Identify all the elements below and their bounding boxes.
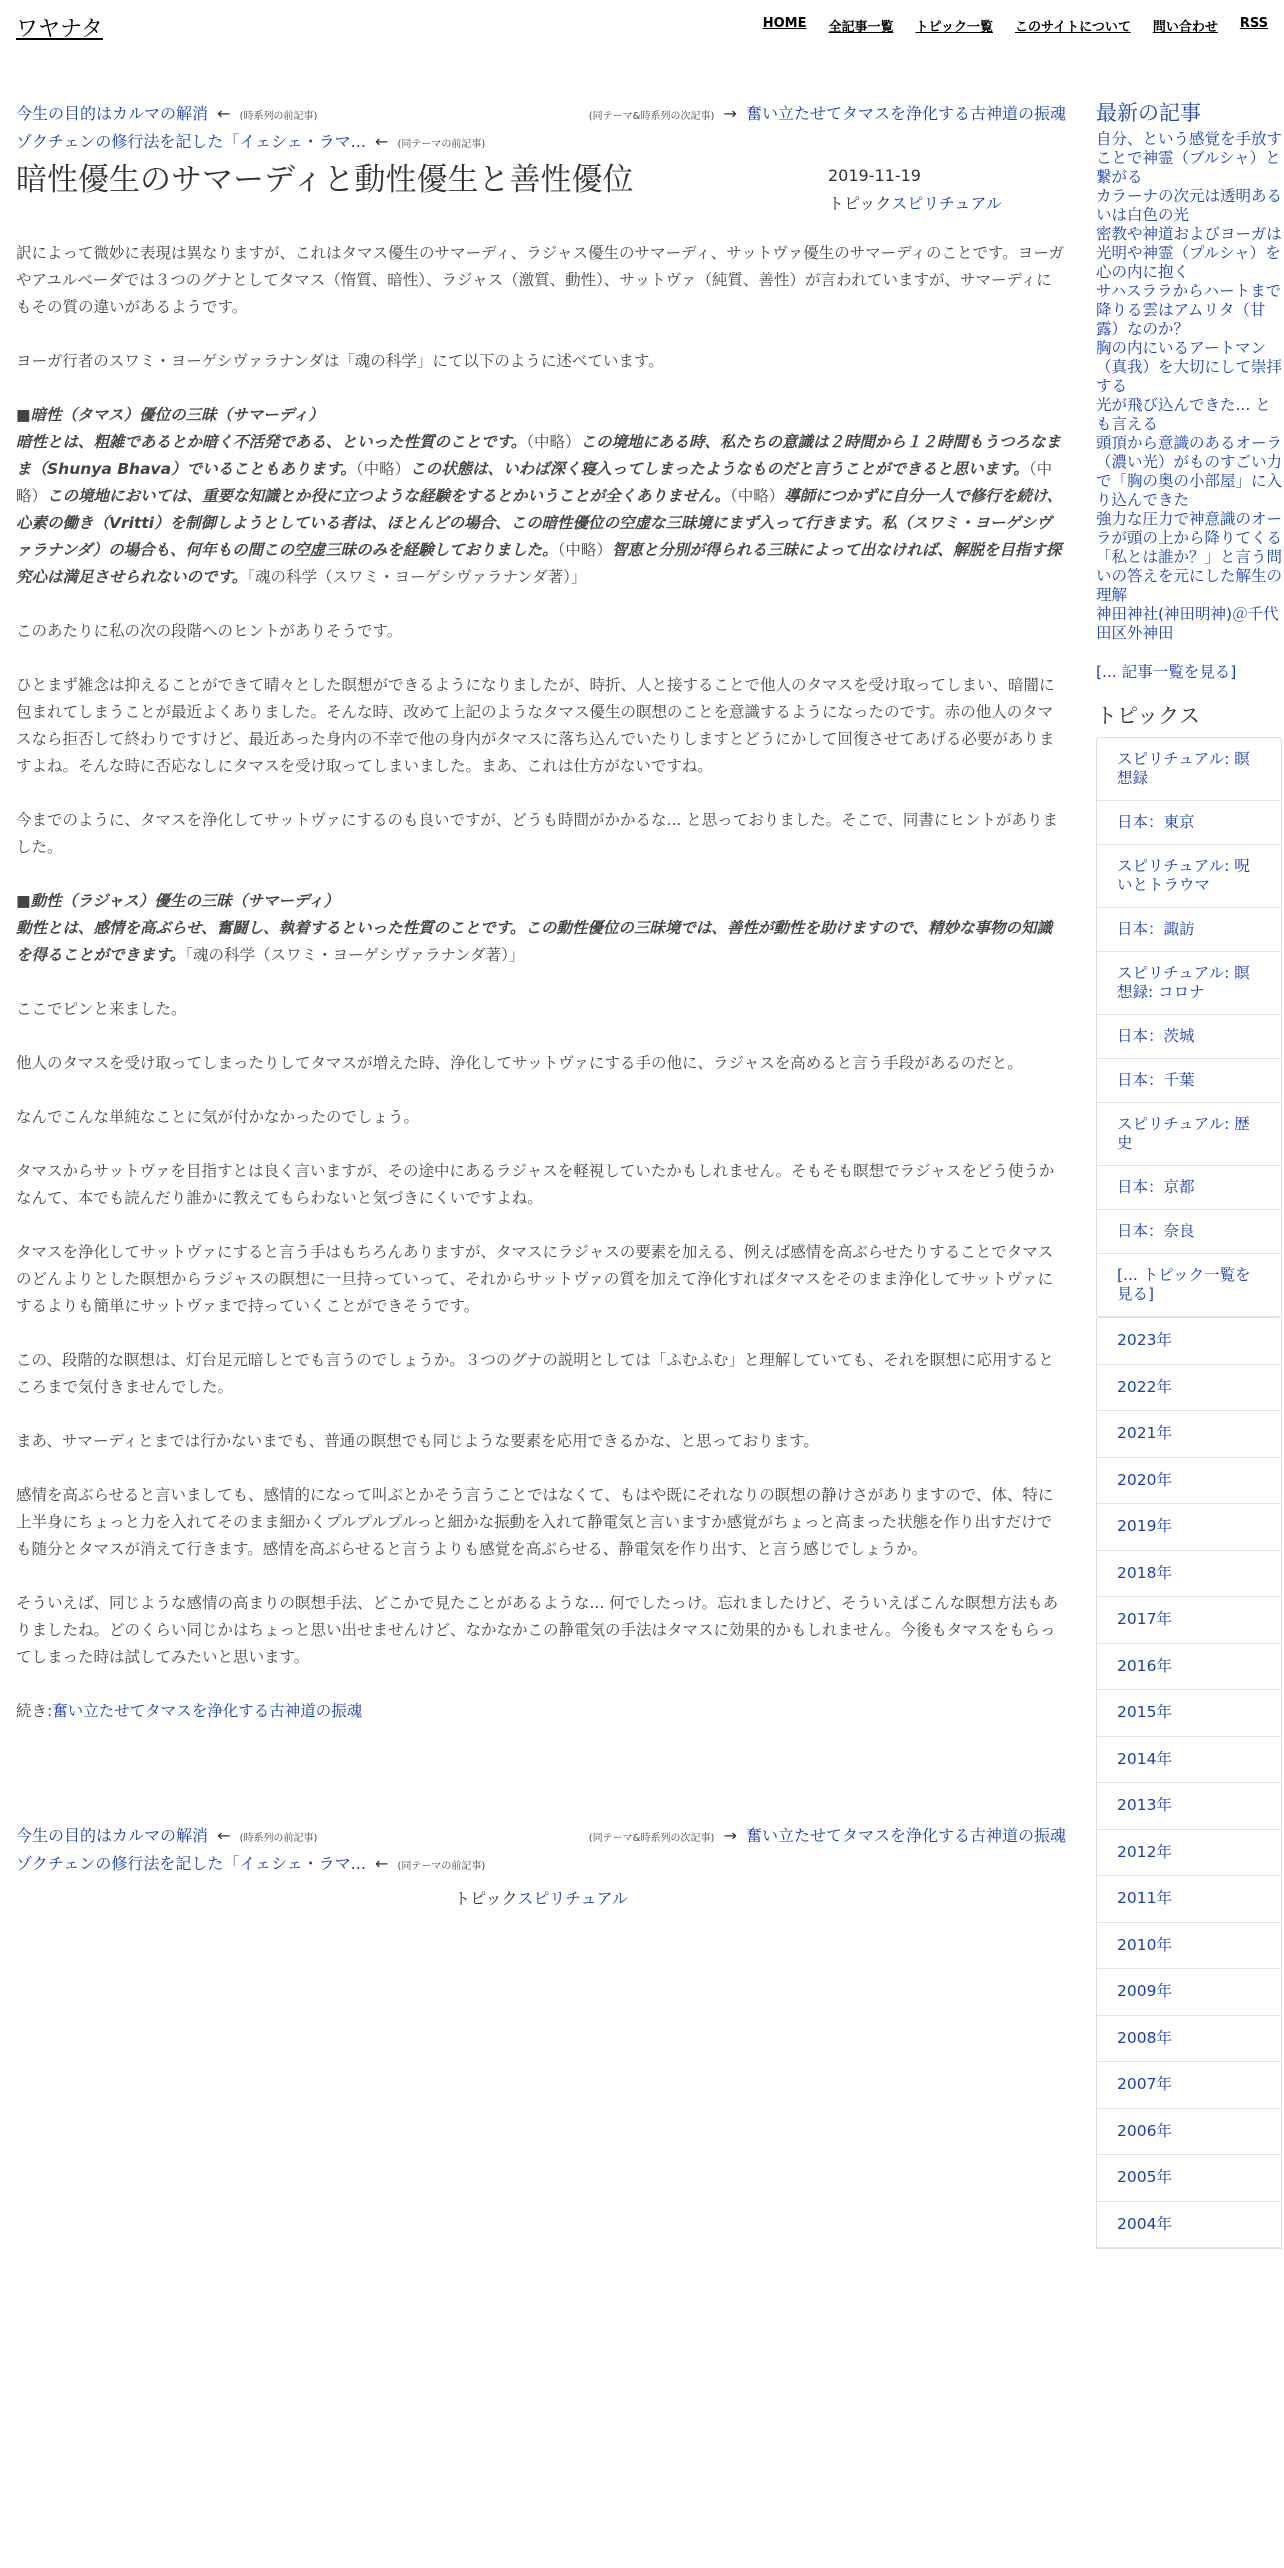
topic-item — [1097, 908, 1281, 952]
quote-omission: （中略） — [355, 460, 411, 478]
quote-text: この境地においては、重要な知識とか役に立つような経験をするとかいうことが全くありません。 — [47, 487, 730, 505]
year-item — [1097, 1923, 1281, 1970]
paragraph: 今までのように、タマスを浄化してサットヴァにするのも良いですが、どうも時間がかかるな... と思っておりました。そこで、同書にヒントがありました。 — [16, 811, 1058, 856]
list-item — [1096, 434, 1282, 510]
paragraph: 感情を高ぶらせると言いましても、感情的になって叫ぶとかそう言うことではなくて、もはや既にそれなりの瞑想の静けさがありますので、体、特に上半身にちょっと力を入れてそのまま細かくプルプルプルっと細かな振動を入れて静電気と言いますか感覚がちょっと高まった状態を作り出すだけでも随分とタマスが消えて行きます。感情を高ぶらせると言うよりも感覚を高ぶらせる、静電気を作り出す、と言う感じでしょうか。 — [16, 1486, 1054, 1558]
year-link[interactable]: 2006年 — [1117, 2121, 1172, 2140]
year-item — [1097, 2016, 1281, 2063]
year-link[interactable]: 2017年 — [1117, 1610, 1172, 1628]
quote-omission: （中略） — [729, 487, 785, 505]
year-link[interactable]: 2009年 — [1117, 1982, 1172, 2000]
paragraph: まあ、サマーディとまでは行かないまでも、普通の瞑想でも同じような要素を応用できるかな、と思っております。 — [16, 1432, 819, 1450]
paragraph: この、段階的な瞑想は、灯台足元暗しとでも言うのでしょうか。３つのグナの説明としては「ふむふむ」と理解していても、それを瞑想に応用するところまで気付きませんでした。 — [16, 1351, 1054, 1396]
quote-block-tamas — [16, 402, 1066, 591]
year-link[interactable]: 2012年 — [1117, 1842, 1172, 1861]
topic-item — [1097, 738, 1281, 801]
recent-list — [1096, 130, 1282, 643]
quote-text: 暗性とは、粗雑であるとか暗く不活発である、といった性質のことです。 — [16, 433, 527, 451]
recent-article-link[interactable]: 神田神社(神田明神)＠千代田区外神田 — [1096, 605, 1279, 642]
recent-article-link[interactable]: 「私とは誰か？」と言う問いの答えを元にした解生の理解 — [1096, 548, 1283, 604]
topic-link-bottom[interactable]: スピリチュアル — [517, 1889, 628, 1908]
topic-item-link[interactable]: スピリチュアル: 瞑想録 — [1117, 750, 1250, 787]
year-link[interactable]: 2005年 — [1117, 2168, 1172, 2186]
paragraph: ひとまず雑念は抑えることができて晴々とした瞑想ができるようになりましたが、時折、人と接することで他人のタマスを受け取ってしまい、暗闇に包まれてしまうことが最近よくありました。そんな時、改めて上記のようなタマス優生の瞑想のことを意識するようになったのです。赤の他人のタマスなら拒否して終わりですけど、最近あった身内の不幸で他の身内がタマスに落ち込んでいたりしますとどうにかして回復させてあげる必要がありますよね。そんな時に否応なしにタマスを受け取ってしまいました。まあ、これは仕方がないですね。 — [16, 676, 1055, 775]
quote-block-rajas — [16, 888, 1066, 969]
year-item — [1097, 1504, 1281, 1551]
paragraph: そういえば、同じような感情の高まりの瞑想手法、どこかで見たことがあるような... 何でしたっけ。忘れましたけど、そういえばこんな瞑想方法もありましたね。どのくらい同じかはちょっと思い出せませんけど、なかなかこの静電気の手法はタマスに効果的かもしれません。今後もタマスをもらってしまった時は試してみたいと思います。 — [16, 1594, 1059, 1666]
next-theme-note: (同テーマ&時系列の次記事) — [588, 111, 715, 122]
list-item — [1096, 396, 1282, 434]
recent-heading-link[interactable]: 最新の記事 — [1096, 101, 1201, 125]
topic-item — [1097, 1210, 1281, 1254]
right-arrow: → — [723, 1826, 737, 1845]
list-item — [1096, 548, 1282, 605]
next-theme-link-bottom[interactable]: 奮い立たせてタマスを浄化する古神道の振魂 — [745, 1826, 1066, 1845]
prev-series-note: (時系列の前記事) — [239, 1833, 318, 1844]
article-date: 2019-11-19 — [828, 166, 921, 185]
recent-article-link[interactable]: 胸の内にいるアートマン（真我）を大切にして崇拝する — [1096, 339, 1283, 395]
left-arrow: ← — [217, 1826, 231, 1845]
paragraph: ヨーガ行者のスワミ・ヨーゲシヴァラナンダは「魂の科学」にて以下のように述べています。 — [16, 352, 664, 370]
year-link[interactable]: 2019年 — [1117, 1517, 1172, 1535]
topics-heading: トピックス — [1096, 704, 1200, 728]
article-nav-row-2-bottom — [16, 1850, 1066, 1878]
topic-item-link[interactable]: 日本：茨城 — [1117, 1027, 1195, 1045]
year-link[interactable]: 2022年 — [1117, 1377, 1172, 1396]
year-item — [1097, 1737, 1281, 1784]
year-item — [1097, 1783, 1281, 1830]
site-title[interactable]: ワヤナタ — [16, 17, 103, 42]
year-link[interactable]: 2004年 — [1117, 2214, 1172, 2233]
bottom-topic — [16, 1886, 1066, 1912]
topics-list — [1096, 737, 1282, 1318]
article-body — [16, 240, 1066, 1725]
nav-home[interactable]: HOME — [762, 16, 807, 31]
list-item — [1096, 510, 1282, 548]
article-nav-row-1-bottom — [16, 1822, 1066, 1850]
nav-contact[interactable]: 問い合わせ — [1152, 20, 1218, 35]
year-item — [1097, 1969, 1281, 2016]
year-list — [1096, 1318, 1282, 2249]
left-arrow: ← — [375, 132, 389, 151]
topic-item-link[interactable]: 日本：千葉 — [1117, 1071, 1195, 1089]
top-navigation — [763, 16, 1268, 35]
nav-topics[interactable]: トピック一覧 — [915, 20, 993, 35]
prev-theme-link[interactable]: ゾクチェンの修行法を記した「イェシェ・ラマ... — [16, 132, 366, 151]
topic-item-link[interactable]: スピリチュアル: 歴史 — [1117, 1115, 1250, 1152]
recent-article-link[interactable]: 頭頂から意識のあるオーラ（濃い光）がものすごい力で「胸の奥の小部屋」に入り込んできた — [1096, 434, 1283, 509]
paragraph: 他人のタマスを受け取ってしまったりしてタマスが増えた時、浄化してサットヴァにする手の他に、ラジャスを高めると言う手段があるのだと。 — [16, 1054, 1023, 1072]
prev-series-link-bottom[interactable]: 今生の目的はカルマの解消 — [16, 1826, 209, 1845]
list-item — [1096, 282, 1282, 339]
list-item — [1096, 187, 1282, 225]
topic-item-link[interactable]: 日本：奈良 — [1117, 1222, 1195, 1240]
year-item — [1097, 1318, 1281, 1365]
continuation-prefix: 続き: — [16, 1702, 53, 1720]
quote-source: 「魂の科学（スワミ・ヨーゲシヴァラナンダ著）」 — [247, 568, 587, 586]
sidebar — [1096, 100, 1282, 2249]
recent-article-link[interactable]: 光が飛び込んできた... とも言える — [1096, 396, 1271, 433]
quote-text: 動性とは、感情を高ぶらせ、奮闘し、執着するといった性質のことです。この動性優位の三昧境では、善性が動性を助けますので、精妙な事物の知識を得ることができます。 — [16, 919, 1053, 964]
year-link[interactable]: 2018年 — [1117, 1563, 1172, 1582]
year-link[interactable]: 2010年 — [1117, 1935, 1172, 1954]
recent-article-link[interactable]: 自分、という感覚を手放すことで神霊（ブルシャ）と繋がる — [1096, 130, 1283, 186]
topic-item-link[interactable]: 日本：諏訪 — [1117, 920, 1195, 938]
article-meta — [828, 162, 1002, 218]
topic-item — [1097, 1254, 1281, 1317]
quote-text: 智恵と分別が得られる三昧によって出なければ、解脱を目指す探究心は満足させられないのです。 — [16, 541, 1062, 586]
topic-item — [1097, 1015, 1281, 1059]
topic-item-link[interactable]: スピリチュアル: 瞑想録: コロナ — [1117, 964, 1250, 1001]
year-link[interactable]: 2015年 — [1117, 1703, 1172, 1721]
section-heading: ■動性（ラジャス）優生の三昧（サマーディ） — [16, 892, 340, 910]
quote-omission: （中略） — [526, 433, 581, 451]
topic-item — [1097, 801, 1281, 845]
nav-all-articles[interactable]: 全記事一覧 — [828, 20, 894, 35]
year-item — [1097, 1876, 1281, 1923]
quote-text: この状態は、いわば深く寝入ってしまったようなものだと言うことができると思います。 — [410, 460, 1029, 478]
paragraph: なんでこんな単純なことに気が付かなかったのでしょう。 — [16, 1108, 420, 1126]
article-nav-row-2 — [16, 128, 1066, 156]
year-item — [1097, 2109, 1281, 2156]
year-link[interactable]: 2023年 — [1117, 1331, 1172, 1349]
topic-item-link[interactable]: 日本：東京 — [1117, 813, 1195, 831]
year-item — [1097, 1458, 1281, 1505]
year-item — [1097, 1690, 1281, 1737]
year-link[interactable]: 2013年 — [1117, 1796, 1172, 1814]
topic-item — [1097, 952, 1281, 1015]
year-link[interactable]: 2020年 — [1117, 1470, 1172, 1489]
quote-text: この境地にある時、私たちの意識は２時間から１２時間もうつろなまま（Shunya Bhava）でいることもあります。 — [16, 433, 1062, 478]
year-link[interactable]: 2016年 — [1117, 1656, 1172, 1675]
topic-prefix: トピック — [828, 194, 892, 213]
year-item — [1097, 1365, 1281, 1412]
right-arrow: → — [723, 104, 737, 123]
year-link[interactable]: 2008年 — [1117, 2028, 1172, 2047]
prev-theme-note: (同テーマの前記事) — [397, 139, 486, 150]
topic-item — [1097, 845, 1281, 908]
list-item — [1096, 339, 1282, 396]
topic-item — [1097, 1166, 1281, 1210]
topic-link[interactable]: スピリチュアル — [891, 194, 1002, 213]
paragraph: タマスからサットヴァを目指すとは良く言いますが、その途中にあるラジャスを軽視していたかもしれません。そもそも瞑想でラジャスをどう使うかなんて、本でも読んだり誰かに教えてもらわないと気づきにくいですよね。 — [16, 1162, 1055, 1207]
year-link[interactable]: 2014年 — [1117, 1749, 1172, 1768]
year-item — [1097, 2202, 1281, 2249]
paragraph: このあたりに私の次の段階へのヒントがありそうです。 — [16, 622, 403, 640]
list-item — [1096, 225, 1282, 282]
year-item — [1097, 2062, 1281, 2109]
article-header — [16, 156, 1066, 240]
recent-article-link[interactable]: サハスララからハートまで降りる雲はアムリタ（甘露）なのか？ — [1096, 282, 1282, 338]
topic-prefix: トピック — [454, 1889, 518, 1908]
prev-theme-note: (同テーマの前記事) — [397, 1861, 486, 1872]
recent-article-link[interactable]: 密教や神道およびヨーガは光明や神霊（プルシャ）を心の内に抱く — [1096, 225, 1282, 281]
list-item — [1096, 130, 1282, 187]
year-link[interactable]: 2011年 — [1117, 1889, 1172, 1907]
nav-about[interactable]: このサイトについて — [1014, 20, 1131, 35]
recent-article-link[interactable]: カラーナの次元は透明あるいは白色の光 — [1096, 187, 1283, 224]
prev-series-note: (時系列の前記事) — [239, 111, 318, 122]
year-item — [1097, 1551, 1281, 1598]
quote-omission: （中略） — [557, 541, 612, 559]
prev-series-link[interactable]: 今生の目的はカルマの解消 — [16, 104, 209, 123]
article-nav-row-1 — [16, 100, 1066, 128]
paragraph: ここでピンと来ました。 — [16, 1000, 187, 1018]
year-item — [1097, 1597, 1281, 1644]
left-arrow: ← — [217, 104, 231, 123]
left-arrow: ← — [375, 1854, 389, 1873]
topic-item-link[interactable]: 日本：京都 — [1117, 1178, 1195, 1196]
topic-item — [1097, 1059, 1281, 1103]
next-theme-note: (同テーマ&時系列の次記事) — [588, 1833, 715, 1844]
article-title: 暗性優生のサマーディと動性優生と善性優位 — [16, 162, 634, 198]
prev-theme-link-bottom[interactable]: ゾクチェンの修行法を記した「イェシェ・ラマ... — [16, 1854, 366, 1873]
next-theme-link[interactable]: 奮い立たせてタマスを浄化する古神道の振魂 — [745, 104, 1066, 123]
list-item — [1096, 605, 1282, 643]
year-item — [1097, 1644, 1281, 1691]
recent-article-link[interactable]: 強力な圧力で神意識のオーラが頭の上から降りてくる — [1096, 510, 1283, 547]
topic-item-link[interactable]: スピリチュアル: 呪いとトラウマ — [1117, 857, 1250, 894]
bottom-article-nav — [16, 1822, 1066, 1878]
year-link[interactable]: 2007年 — [1117, 2075, 1172, 2093]
topic-item — [1097, 1103, 1281, 1166]
year-item — [1097, 2155, 1281, 2202]
main-content — [16, 100, 1066, 1752]
paragraph: タマスを浄化してサットヴァにすると言う手はもちろんありますが、タマスにラジャスの要素を加える、例えば感情を高ぶらせたりすることでタマスのどんよりとした瞑想からラジャスの瞑想に一旦持っていって、それからサットヴァの質を加えて浄化すればタマスをそのまま浄化してサットヴァにするよりも簡単にサットヴァまで持っていくことができそうです。 — [16, 1243, 1054, 1315]
paragraph: 訳によって微妙に表現は異なりますが、これはタマス優生のサマーディ、ラジャス優生のサマーディ、サットヴァ優生のサマーディのことです。ヨーガやアユルベーダでは３つのグナとしてタマス（惰質、暗性）、ラジャス（激質、動性）、サットヴァ（純質、善性）が言われていますが、サマーディにもその質の違いがあるようです。 — [16, 244, 1064, 316]
section-heading: ■暗性（タマス）優位の三昧（サマーディ） — [16, 406, 324, 424]
continuation — [16, 1698, 1066, 1725]
recent-more-link[interactable]: [... 記事一覧を見る] — [1096, 663, 1237, 681]
year-item — [1097, 1830, 1281, 1877]
recent-heading — [1096, 100, 1282, 126]
quote-source: 「魂の科学（スワミ・ヨーゲシヴァラナンダ著）」 — [185, 946, 525, 964]
topics-more-link[interactable]: [... トピック一覧を見る] — [1117, 1266, 1251, 1303]
nav-rss[interactable]: RSS — [1239, 16, 1268, 31]
quote-omission: （中略） — [16, 460, 1053, 505]
continuation-link[interactable]: 奮い立たせてタマスを浄化する古神道の振魂 — [52, 1702, 363, 1720]
quote-text: 導師につかずに自分一人で修行を続け、心素の働き（Vritti）を制御しようとしている者は、ほとんどの場合、この暗性優位の空虚な三昧境にまず入って行きます。私（スワミ・ヨーゲシヴァラナンダ）の場合も、何年もの間この空虚三昧のみを経験しておりました。 — [16, 487, 1063, 559]
year-link[interactable]: 2021年 — [1117, 1424, 1172, 1442]
year-item — [1097, 1411, 1281, 1458]
recent-more — [1096, 659, 1282, 685]
